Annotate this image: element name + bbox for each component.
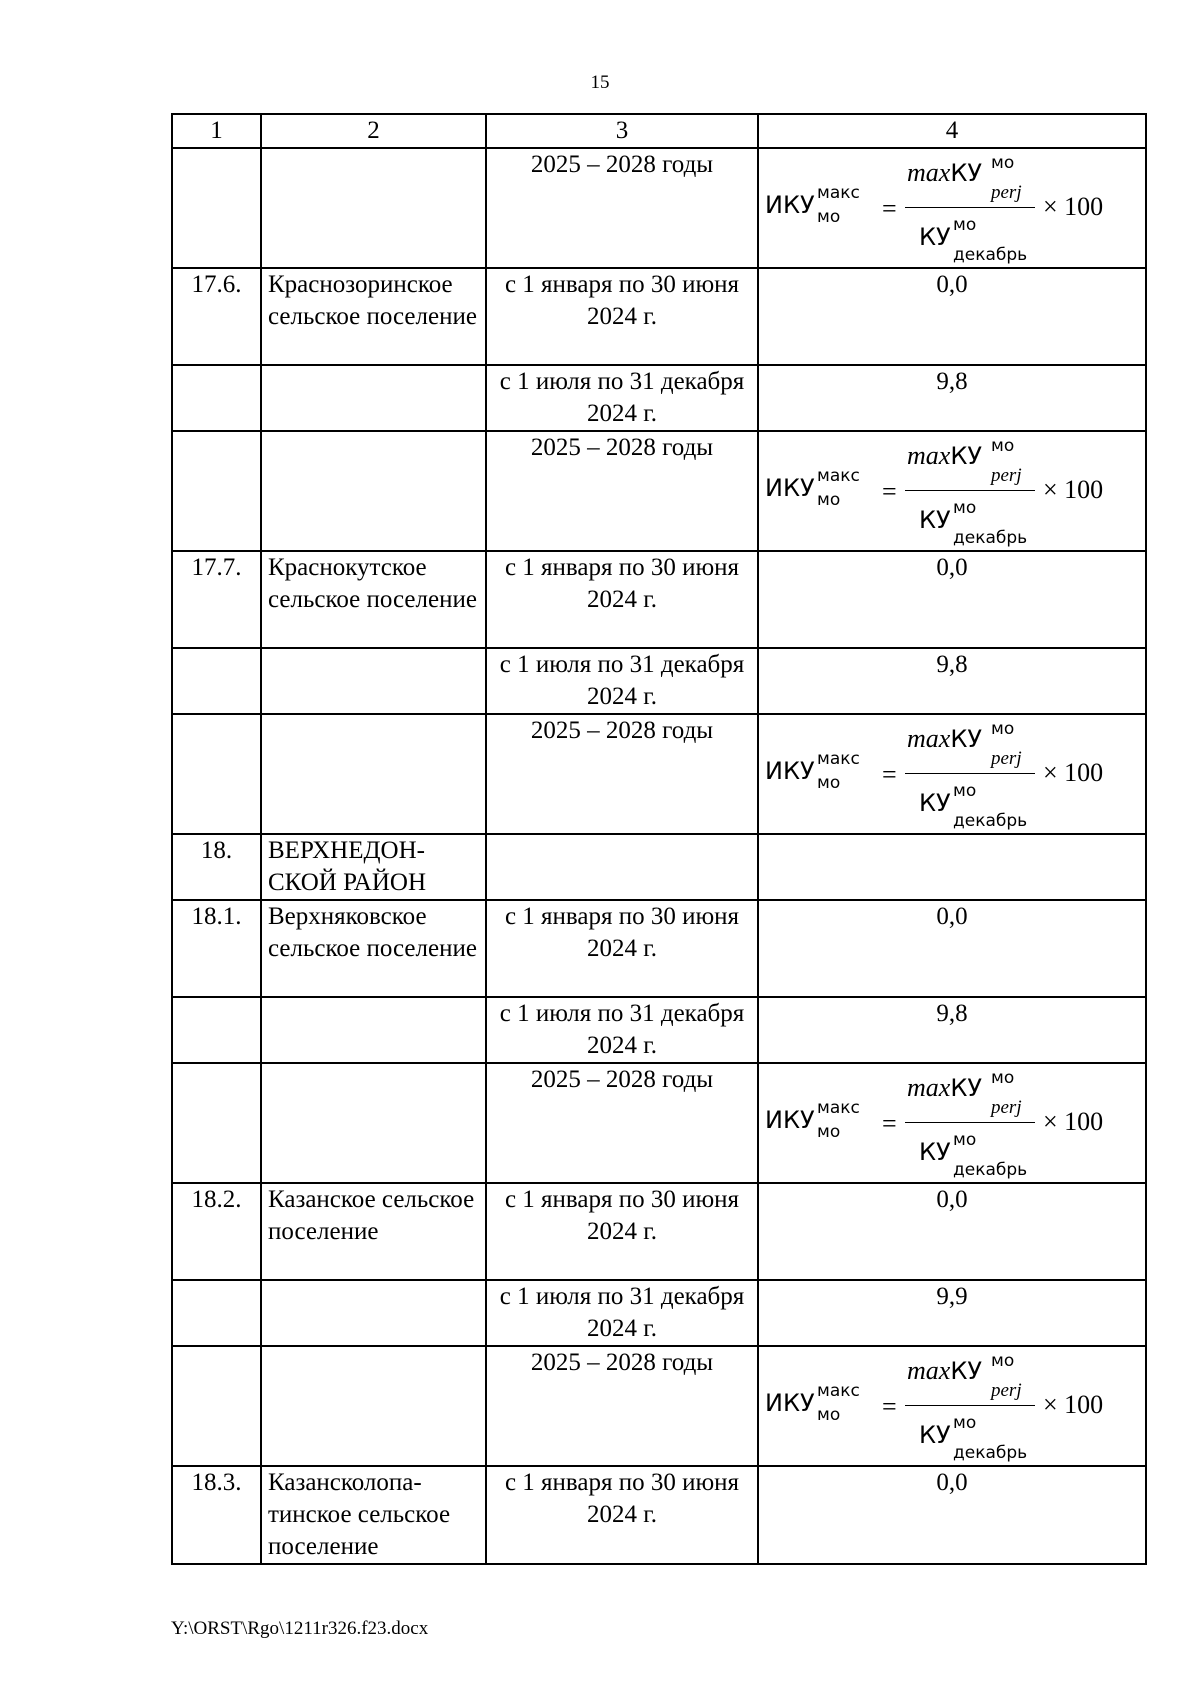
formula-lhs-sup: макс	[817, 1381, 860, 1401]
page-number: 15	[590, 72, 610, 93]
formula-lhs-sup: макс	[817, 749, 860, 769]
value-cell: 9,8	[758, 365, 1146, 431]
formula-lhs-sub: мо	[817, 207, 841, 227]
row-number-cell	[172, 714, 261, 834]
formula-cell	[758, 148, 1146, 268]
formula-cell	[758, 1063, 1146, 1183]
formula-den-sup: мо	[953, 1130, 977, 1150]
table-row	[172, 997, 1146, 1063]
row-number-cell: 18.3.	[172, 1466, 261, 1564]
formula-denominator: КУ	[919, 1138, 951, 1166]
period-cell: 2025 – 2028 годы	[486, 1063, 758, 1183]
formula-times-100: × 100	[1043, 192, 1104, 221]
period-cell: с 1 июля по 31 декабря 2024 г.	[486, 648, 758, 714]
settlement-name-cell: ВЕРХНЕДОН-СКОЙ РАЙОН	[261, 834, 486, 900]
formula-fraction-bar	[905, 1122, 1035, 1123]
value-cell: 9,8	[758, 997, 1146, 1063]
period-cell: 2025 – 2028 годы	[486, 431, 758, 551]
table-row	[172, 834, 1146, 900]
formula-den-sup: мо	[953, 1413, 977, 1433]
settlement-name-cell: Краснозоринское сельское поселение	[261, 268, 486, 365]
row-number-cell: 18.	[172, 834, 261, 900]
formula-lhs-sub: мо	[817, 490, 841, 510]
settlement-name-cell	[261, 1346, 486, 1466]
formula-den-sup: мо	[953, 498, 977, 518]
formula-denominator: КУ	[919, 506, 951, 534]
formula-numerator: maxКУ	[907, 441, 982, 470]
formula-fraction-bar	[905, 1405, 1035, 1406]
formula-den-sub: декабрь	[953, 1443, 1028, 1463]
index-formula	[759, 149, 1145, 267]
formula-numerator: maxКУ	[907, 158, 982, 187]
formula-denominator: КУ	[919, 223, 951, 251]
formula-denominator: КУ	[919, 1421, 951, 1449]
settlement-name-cell	[261, 148, 486, 268]
formula-num-sup: мо	[991, 1351, 1015, 1371]
index-formula	[759, 1347, 1145, 1465]
settlement-name-cell: Краснокутское сельское поселение	[261, 551, 486, 648]
table-row	[172, 268, 1146, 365]
formula-equals: =	[882, 477, 897, 506]
table-row	[172, 648, 1146, 714]
table-row	[172, 431, 1146, 551]
value-cell: 9,8	[758, 648, 1146, 714]
value-cell: 0,0	[758, 268, 1146, 365]
row-number-cell	[172, 1346, 261, 1466]
table-row	[172, 551, 1146, 648]
row-number-cell	[172, 648, 261, 714]
formula-den-sub: декабрь	[953, 528, 1028, 548]
formula-den-sup: мо	[953, 215, 977, 235]
period-cell: с 1 января по 30 июня 2024 г.	[486, 1183, 758, 1280]
formula-lhs-sub: мо	[817, 773, 841, 793]
settlement-name-cell	[261, 997, 486, 1063]
table-row	[172, 148, 1146, 268]
period-cell: 2025 – 2028 годы	[486, 714, 758, 834]
period-cell: 2025 – 2028 годы	[486, 1346, 758, 1466]
formula-num-sub: perj	[991, 465, 1022, 486]
formula-lhs-sup: макс	[817, 1098, 860, 1118]
formula-lhs: ИКУ	[765, 757, 815, 785]
formula-lhs: ИКУ	[765, 1106, 815, 1134]
period-cell: с 1 июля по 31 декабря 2024 г.	[486, 365, 758, 431]
formula-lhs: ИКУ	[765, 1389, 815, 1417]
period-cell	[486, 834, 758, 900]
formula-equals: =	[882, 194, 897, 223]
table-row	[172, 1183, 1146, 1280]
formula-times-100: × 100	[1043, 475, 1104, 504]
period-cell: с 1 января по 30 июня 2024 г.	[486, 1466, 758, 1564]
settlement-name-cell	[261, 365, 486, 431]
settlement-name-cell	[261, 1280, 486, 1346]
formula-fraction-bar	[905, 490, 1035, 491]
header-cell-1: 1	[172, 114, 261, 148]
table-row	[172, 1063, 1146, 1183]
formula-lhs-sub: мо	[817, 1122, 841, 1142]
formula-numerator: maxКУ	[907, 1356, 982, 1385]
formula-den-sub: декабрь	[953, 811, 1028, 831]
header-cell-3: 3	[486, 114, 758, 148]
formula-num-sub: perj	[991, 182, 1022, 203]
formula-fraction-bar	[905, 773, 1035, 774]
settlement-name-cell: Казанское сельское поселение	[261, 1183, 486, 1280]
formula-num-sup: мо	[991, 436, 1015, 456]
formula-times-100: × 100	[1043, 1107, 1104, 1136]
formula-equals: =	[882, 1109, 897, 1138]
formula-lhs-sup: макс	[817, 183, 860, 203]
row-number-cell: 18.2.	[172, 1183, 261, 1280]
row-number-cell: 17.6.	[172, 268, 261, 365]
table-row	[172, 714, 1146, 834]
formula-den-sup: мо	[953, 781, 977, 801]
row-number-cell: 18.1.	[172, 900, 261, 997]
formula-lhs: ИКУ	[765, 191, 815, 219]
row-number-cell	[172, 365, 261, 431]
index-formula	[759, 1064, 1145, 1182]
period-cell: с 1 января по 30 июня 2024 г.	[486, 900, 758, 997]
formula-times-100: × 100	[1043, 1390, 1104, 1419]
header-cell-2: 2	[261, 114, 486, 148]
formula-num-sup: мо	[991, 719, 1015, 739]
formula-cell	[758, 1346, 1146, 1466]
formula-cell	[758, 431, 1146, 551]
header-cell-4: 4	[758, 114, 1146, 148]
settlement-name-cell: Казансколопа-тинское сельское поселение	[261, 1466, 486, 1564]
row-number-cell: 17.7.	[172, 551, 261, 648]
formula-num-sup: мо	[991, 1068, 1015, 1088]
formula-num-sub: perj	[991, 748, 1022, 769]
row-number-cell	[172, 431, 261, 551]
formula-den-sub: декабрь	[953, 1160, 1028, 1180]
period-cell: с 1 января по 30 июня 2024 г.	[486, 268, 758, 365]
formula-lhs-sub: мо	[817, 1405, 841, 1425]
formula-lhs: ИКУ	[765, 474, 815, 502]
footer-file-path: Y:\ORST\Rgo\1211r326.f23.docx	[171, 1618, 429, 1639]
value-cell: 0,0	[758, 551, 1146, 648]
row-number-cell	[172, 1063, 261, 1183]
tariff-table	[171, 113, 1147, 1565]
formula-num-sub: perj	[991, 1097, 1022, 1118]
value-cell: 0,0	[758, 1183, 1146, 1280]
value-cell: 0,0	[758, 1466, 1146, 1564]
period-cell: с 1 июля по 31 декабря 2024 г.	[486, 997, 758, 1063]
row-number-cell	[172, 1280, 261, 1346]
formula-den-sub: декабрь	[953, 245, 1028, 265]
table-row	[172, 1466, 1146, 1564]
settlement-name-cell: Верхняковское сельское поселение	[261, 900, 486, 997]
formula-cell	[758, 714, 1146, 834]
period-cell: с 1 января по 30 июня 2024 г.	[486, 551, 758, 648]
formula-numerator: maxКУ	[907, 1073, 982, 1102]
settlement-name-cell	[261, 1063, 486, 1183]
index-formula	[759, 432, 1145, 550]
formula-num-sup: мо	[991, 153, 1015, 173]
table-header-row	[172, 114, 1146, 148]
row-number-cell	[172, 997, 261, 1063]
settlement-name-cell	[261, 648, 486, 714]
value-cell: 9,9	[758, 1280, 1146, 1346]
formula-equals: =	[882, 760, 897, 789]
formula-lhs-sup: макс	[817, 466, 860, 486]
formula-equals: =	[882, 1392, 897, 1421]
table-row	[172, 1280, 1146, 1346]
row-number-cell	[172, 148, 261, 268]
index-formula	[759, 715, 1145, 833]
settlement-name-cell	[261, 714, 486, 834]
table-row	[172, 1346, 1146, 1466]
table-row	[172, 900, 1146, 997]
value-cell	[758, 834, 1146, 900]
period-cell: 2025 – 2028 годы	[486, 148, 758, 268]
formula-fraction-bar	[905, 207, 1035, 208]
settlement-name-cell	[261, 431, 486, 551]
value-cell: 0,0	[758, 900, 1146, 997]
formula-num-sub: perj	[991, 1380, 1022, 1401]
period-cell: с 1 июля по 31 декабря 2024 г.	[486, 1280, 758, 1346]
formula-denominator: КУ	[919, 789, 951, 817]
formula-numerator: maxКУ	[907, 724, 982, 753]
formula-times-100: × 100	[1043, 758, 1104, 787]
table-row	[172, 365, 1146, 431]
